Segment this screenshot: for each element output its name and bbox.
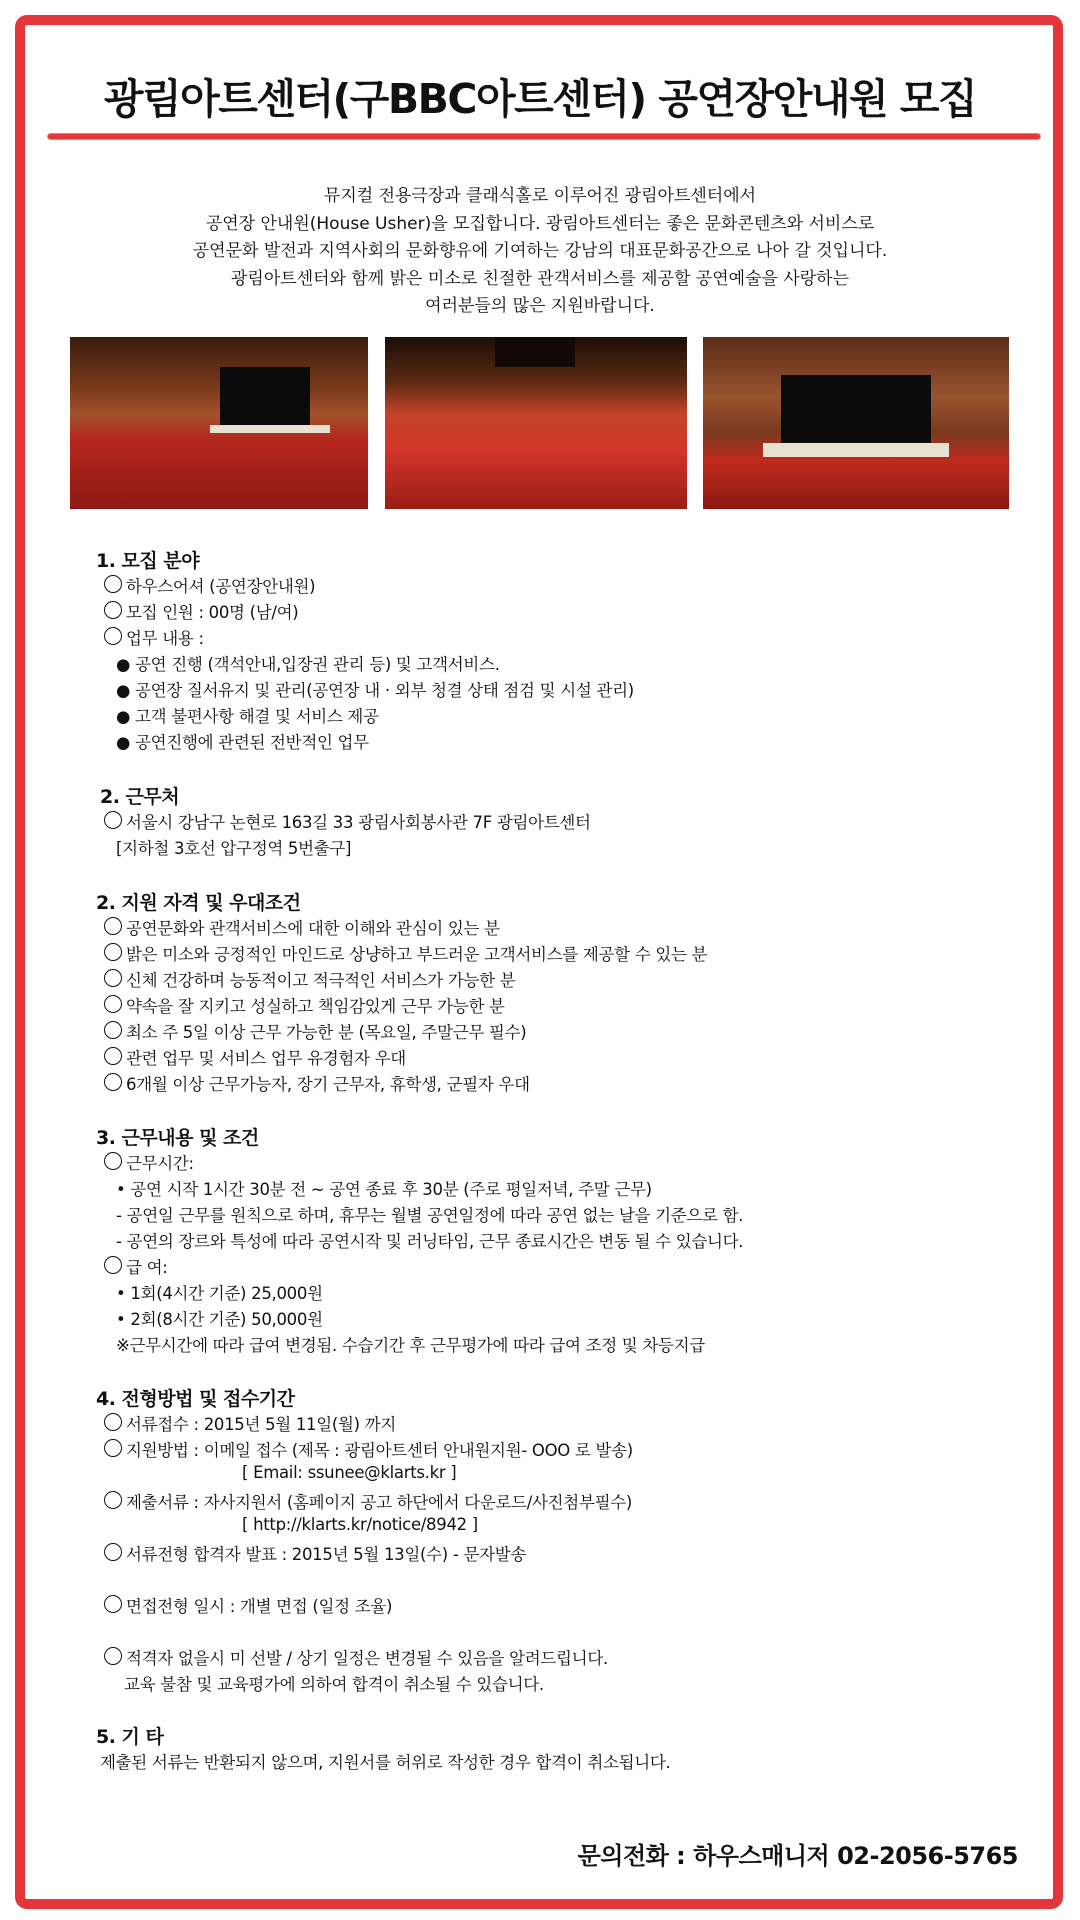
list-item: 지원방법 : 이메일 접수 (제목 : 광림아트센터 안내원지원- OOO 로 발송)	[126, 1441, 633, 1460]
list-item: 서류접수 : 2015년 5월 11일(월) 까지	[126, 1415, 397, 1434]
circle-marker-icon	[104, 1021, 122, 1039]
list-item: 관련 업무 및 서비스 업무 유경험자 우대	[126, 1049, 406, 1068]
intro-line: 뮤지컬 전용극장과 클래식홀로 이루어진 광림아트센터에서	[323, 186, 757, 206]
list-subitem: ● 공연장 질서유지 및 관리(공연장 내 · 외부 청결 상태 점검 및 시설 관리)	[116, 681, 634, 700]
circle-marker-icon	[104, 1543, 122, 1561]
section-heading: 5. 기 타	[96, 1726, 164, 1748]
poster-title: 광림아트센터(구BBC아트센터) 공연장안내원 모집	[103, 75, 977, 123]
list-subitem: ● 고객 불편사항 해결 및 서비스 제공	[116, 707, 379, 726]
circle-marker-icon	[104, 1647, 122, 1665]
circle-marker-icon	[104, 917, 122, 935]
circle-marker-icon	[104, 1595, 122, 1613]
circle-marker-icon	[104, 1152, 122, 1170]
list-item: 신체 건강하며 능동적이고 적극적인 서비스가 가능한 분	[126, 971, 516, 990]
list-item: 제출서류 : 자사지원서 (홈페이지 공고 하단에서 다운로드/사진첨부필수)	[126, 1493, 632, 1512]
list-subitem: [지하철 3호선 압구정역 5번출구]	[116, 839, 352, 858]
list-item: 적격자 없을시 미 선발 / 상기 일정은 변경될 수 있음을 알려드립니다.	[126, 1649, 608, 1668]
list-item: 하우스어셔 (공연장안내원)	[126, 577, 316, 596]
circle-marker-icon	[104, 1439, 122, 1457]
list-subitem: ● 공연진행에 관련된 전반적인 업무	[116, 733, 369, 752]
circle-marker-icon	[104, 627, 122, 645]
list-subitem: ● 공연 진행 (객석안내,입장권 관리 등) 및 고객서비스.	[116, 655, 500, 674]
list-subitem: • 2회(8시간 기준) 50,000원	[116, 1310, 323, 1329]
intro-paragraph	[0, 183, 1080, 321]
list-item: 밝은 미소와 긍정적인 마인드로 상냥하고 부드러운 고객서비스를 제공할 수 있는 분	[126, 945, 708, 964]
circle-marker-icon	[104, 575, 122, 593]
list-subitem: • 1회(4시간 기준) 25,000원	[116, 1284, 323, 1303]
list-item: 약속을 잘 지키고 성실하고 책임감있게 근무 가능한 분	[126, 997, 505, 1016]
list-item: 급 여:	[126, 1258, 168, 1277]
circle-marker-icon	[104, 1047, 122, 1065]
list-item: 6개월 이상 근무가능자, 장기 근무자, 휴학생, 군필자 우대	[126, 1075, 530, 1094]
intro-line: 여러분들의 많은 지원바랍니다.	[425, 296, 655, 316]
list-item: 모집 인원 : 00명 (남/여)	[126, 603, 299, 622]
circle-marker-icon	[104, 1491, 122, 1509]
list-item: 서울시 강남구 논현로 163길 33 광림사회봉사관 7F 광림아트센터	[126, 813, 591, 832]
circle-marker-icon	[104, 995, 122, 1013]
section-heading: 2. 근무처	[100, 786, 180, 808]
list-subitem: ※근무시간에 따라 급여 변경됨. 수습기간 후 근무평가에 따라 급여 조정 및 차등지급	[116, 1336, 705, 1355]
theater-photo-side-view	[70, 337, 368, 509]
circle-marker-icon	[104, 601, 122, 619]
list-subitem: - 공연일 근무를 원칙으로 하며, 휴무는 월별 공연일정에 따라 공연 없는 날을 기준으로 함.	[116, 1206, 744, 1225]
section-heading: 1. 모집 분야	[96, 550, 200, 572]
list-subitem: [ http://klarts.kr/notice/8942 ]	[242, 1515, 478, 1534]
circle-marker-icon	[104, 969, 122, 987]
section-heading: 2. 지원 자격 및 우대조건	[96, 892, 301, 914]
list-item: 업무 내용 :	[126, 629, 204, 648]
list-subitem: [ Email: ssunee@klarts.kr ]	[242, 1463, 457, 1482]
intro-line: 공연장 안내원(House Usher)을 모집합니다. 광림아트센터는 좋은 문화콘텐츠와 서비스로	[205, 213, 875, 234]
circle-marker-icon	[104, 943, 122, 961]
list-item: 서류전형 합격자 발표 : 2015년 5월 13일(수) - 문자발송	[126, 1545, 526, 1564]
circle-marker-icon	[104, 1073, 122, 1091]
list-item: 근무시간:	[126, 1154, 194, 1173]
circle-marker-icon	[104, 1413, 122, 1431]
theater-photo-stage-view	[703, 337, 1009, 509]
list-subitem: 교육 불참 및 교육평가에 의하여 합격이 취소될 수 있습니다.	[124, 1675, 544, 1694]
list-item: 최소 주 5일 이상 근무 가능한 분 (목요일, 주말근무 필수)	[126, 1023, 527, 1042]
list-subitem: • 공연 시작 1시간 30분 전 ~ 공연 종료 후 30분 (주로 평일저녁, 주말 근무)	[116, 1180, 652, 1199]
list-item: 공연문화와 관객서비스에 대한 이해와 관심이 있는 분	[126, 919, 500, 938]
intro-line: 공연문화 발전과 지역사회의 문화향유에 기여하는 강남의 대표문화공간으로 나아 갈 것입니다.	[192, 241, 888, 261]
theater-photo-balcony-view	[385, 337, 687, 509]
list-subitem: 제출된 서류는 반환되지 않으며, 지원서를 허위로 작성한 경우 합격이 취소됩니다.	[100, 1753, 671, 1772]
circle-marker-icon	[104, 811, 122, 829]
section-heading: 4. 전형방법 및 접수기간	[96, 1388, 295, 1410]
circle-marker-icon	[104, 1256, 122, 1274]
list-subitem: - 공연의 장르와 특성에 따라 공연시작 및 러닝타임, 근무 종료시간은 변동 될 수 있습니다.	[116, 1232, 744, 1251]
contact-phone: 문의전화 : 하우스매니저 02-2056-5765	[577, 1842, 1018, 1870]
section-heading: 3. 근무내용 및 조건	[96, 1127, 259, 1149]
intro-line: 광림아트센터와 함께 밝은 미소로 친절한 관객서비스를 제공할 공연예술을 사랑하는	[231, 268, 849, 289]
title-divider	[48, 134, 1040, 139]
list-item: 면접전형 일시 : 개별 면접 (일정 조율)	[126, 1597, 393, 1616]
